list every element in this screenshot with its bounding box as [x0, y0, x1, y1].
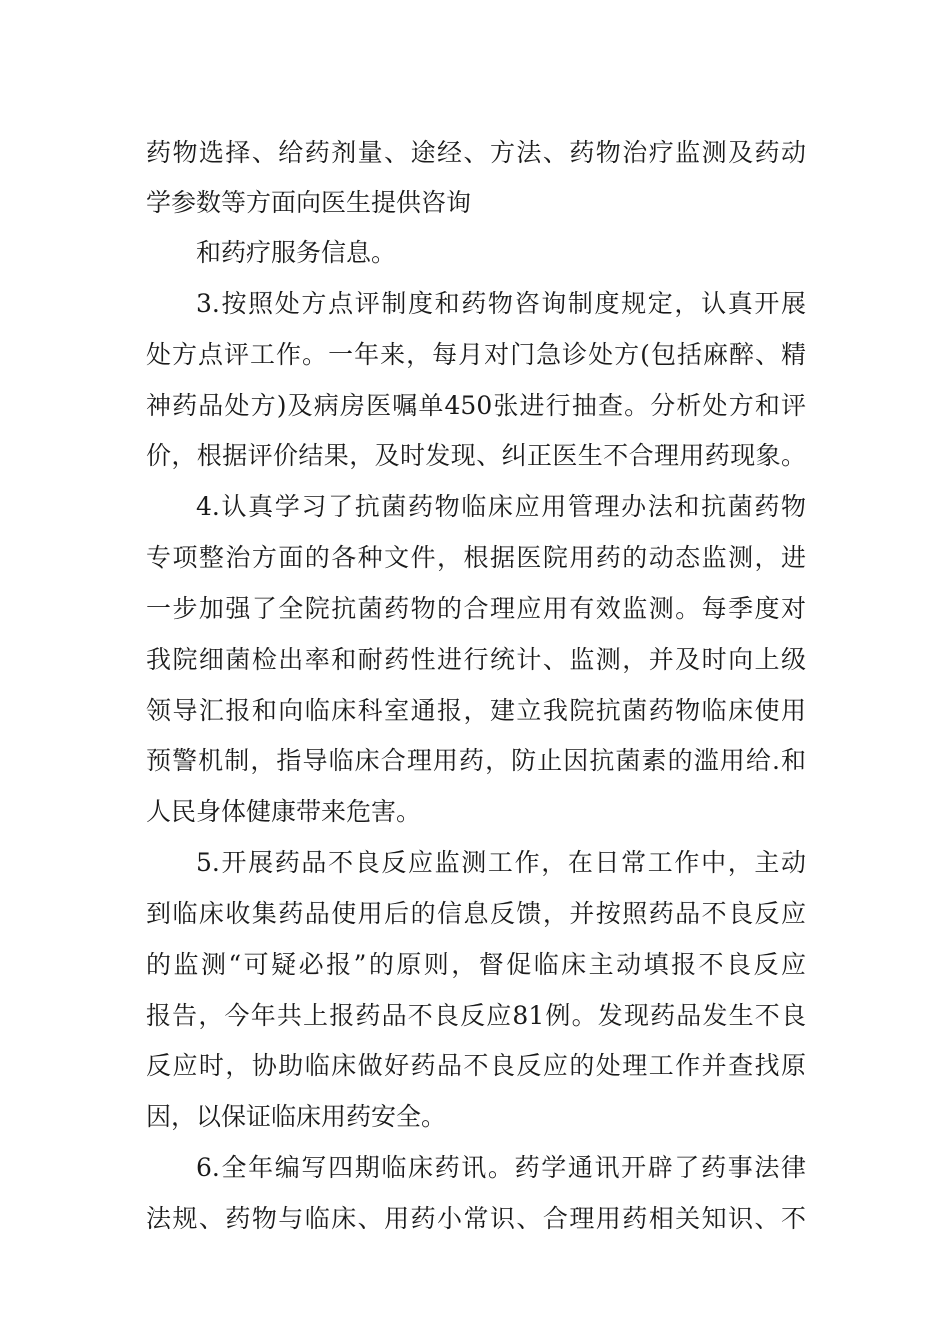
text-line: 人民身体健康带来危害。	[146, 797, 422, 826]
text-line: 我院细菌检出率和耐药性进行统计、监测，并及时向上级	[146, 645, 806, 674]
text-line: 预警机制，指导临床合理用药，防止因抗菌素的滥用给.和	[146, 746, 806, 775]
paragraph-3-first-line: 3.按照处方点评制度和药物咨询制度规定，认真开展	[196, 289, 806, 318]
text-line: 法规、药物与临床、用药小常识、合理用药相关知识、不	[146, 1204, 806, 1233]
text-line: 学参数等方面向医生提供咨询	[146, 188, 472, 217]
paragraph-6-first-line: 6.全年编写四期临床药讯。药学通讯开辟了药事法律	[196, 1153, 806, 1182]
text-line: 的监测“可疑必报”的原则，督促临床主动填报不良反应	[146, 950, 806, 979]
text-line: 药物选择、给药剂量、途经、方法、药物治疗监测及药动	[146, 138, 806, 167]
text-line: 报告，今年共上报药品不良反应81例。发现药品发生不良	[146, 1001, 806, 1030]
text-line: 反应时，协助临床做好药品不良反应的处理工作并查找原	[146, 1051, 806, 1080]
paragraph-4-first-line: 4.认真学习了抗菌药物临床应用管理办法和抗菌药物	[196, 492, 806, 521]
text-line: 处方点评工作。一年来，每月对门急诊处方(包括麻醉、精	[146, 340, 806, 369]
paragraph-5-first-line: 5.开展药品不良反应监测工作，在日常工作中，主动	[196, 848, 806, 877]
text-line: 神药品处方)及病房医嘱单450张进行抽查。分析处方和评	[146, 391, 806, 420]
text-line: 和药疗服务信息。	[196, 238, 397, 267]
text-line: 因，以保证临床用药安全。	[146, 1102, 447, 1131]
text-line: 价，根据评价结果，及时发现、纠正医生不合理用药现象。	[146, 441, 806, 470]
text-line: 到临床收集药品使用后的信息反馈，并按照药品不良反应	[146, 899, 806, 928]
text-line: 一步加强了全院抗菌药物的合理应用有效监测。每季度对	[146, 594, 806, 623]
text-line: 领导汇报和向临床科室通报，建立我院抗菌药物临床使用	[146, 696, 806, 725]
text-line: 专项整治方面的各种文件，根据医院用药的动态监测，进	[146, 543, 806, 572]
